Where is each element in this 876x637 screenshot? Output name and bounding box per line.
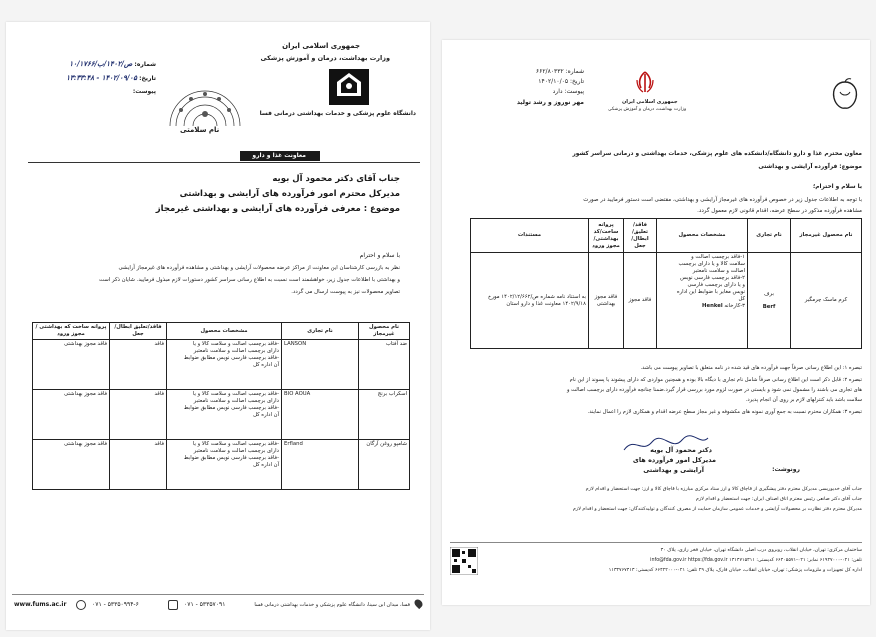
left-addressee-name: جناب آقای دکتر محمود آل بویه (272, 174, 400, 184)
right-year-slogan: مهر نوروز و رشد تولید (516, 99, 584, 106)
left-row1-brand: LANSON (282, 340, 359, 390)
right-row-spec-line-5: و یا دارای برچسب فارسی (687, 282, 745, 288)
left-body-line-2: و بهداشتی با اطلاعات جدول زیر، خواهشمند است نسبت به اطلاع رسانی سراسر کشور دستورات لازم مبذول فرمایید. شایان ذکر است (98, 277, 400, 283)
left-products-table (32, 322, 410, 490)
left-row2-spec-line-3: -فاقد برچسب فارسی نویس مطابق ضوابط (183, 405, 279, 411)
left-ministry-header (250, 36, 420, 146)
right-signer-name: دکتر محمود آل بویه (650, 446, 712, 454)
right-row-brand (748, 253, 791, 349)
left-row1-status: فاقد (110, 340, 167, 390)
left-footer-phone-2: ۰۷۱ - ۵۳۳۵۷۰۹۱ (184, 601, 226, 608)
right-row-spec-line-3: اصالت و سلامت نامعتبر (692, 268, 745, 274)
right-recipient: معاون محترم غذا و دارو دانشگاه/دانشکده های علوم پزشکی، خدمات بهداشتی و درمانی سراسر کشور (572, 151, 862, 157)
right-meta-attachment-label: پیوست: (564, 88, 584, 95)
right-greeting: با سلام و احترام؛ (812, 184, 862, 190)
table-row (33, 440, 410, 490)
right-row-license: فاقد مجوز بهداشتی (589, 253, 624, 349)
right-ministry-name: وزارت بهداشت، درمان و آموزش پزشکی (608, 107, 687, 112)
right-letter-page (442, 40, 870, 605)
left-subject-line: موضوع : معرفی فرآورده های آرایشی و بهداشتی غیرمجاز (155, 204, 400, 214)
right-th-license: پروانه ساخت/کد بهداشتی/مجوز ورود (589, 219, 624, 253)
left-th-license: پروانه ساخت که بهداشتی / مجوز ورود (33, 323, 110, 340)
right-cc-list (450, 486, 862, 526)
right-cc-2: جناب آقای دکتر صانعی رئیس محترم اتاق اصناف ایران: جهت استحضار و اقدام لازم (695, 497, 862, 502)
left-row3-product-name: شامپو روغن آرگان (359, 440, 410, 490)
right-row-spec-line-8 (659, 303, 745, 310)
right-row-spec-factory-label: ۳-کارخانه (724, 303, 745, 309)
left-row2-spec-line-4: آن اداره کل (253, 412, 279, 418)
right-note-2-line-2: های تجاری می باشند را مشمول نمی شود و بایستی در صورت لزوم مورد بررسی قرار گیرد.ضمنا چنانچه فرآورده دارای برچسب اصالت و (567, 387, 862, 393)
right-footer-address: ساختمان مرکزی: تهران، خیابان انقلاب، روبروی درب اصلی دانشگاه تهران، خیابان فخر رازی، پلاک ۳۰ (660, 548, 862, 553)
location-pin-icon (413, 598, 424, 609)
right-ministry-country: جمهوری اسلامی ایران (622, 99, 678, 105)
left-row1-spec (167, 340, 282, 390)
right-row-docs-line-2: ۱۴۰۲/۹/۱۸ معاونت غذا و دارو استان (506, 300, 586, 307)
left-body-line-3: تصاویر محصولات نیز به پیوست ارسال می گردد. (291, 289, 400, 295)
left-body-greeting: با سلام و احترام (359, 252, 400, 259)
left-row1-product-name: ضد آفتاب (359, 340, 410, 390)
right-row-docs-line-1: به استناد نامه شماره ص/۱۴۰۲/۱۲/۶۶۲ مورخ (488, 293, 586, 300)
left-row1-spec-line-1: -فاقد برچسب اصالت و سلامت کالا و یا (192, 341, 279, 347)
left-memory-label: نام سلامتی (180, 126, 220, 134)
right-meta-date-row (538, 78, 584, 86)
right-row-brand-latin: Berf (762, 303, 776, 310)
left-th-status: فاقد/تعلیق ابطال/جعل (110, 323, 167, 340)
right-meta-attachment-row (553, 88, 584, 96)
right-row-spec-line-2: سلامت کالا و یا دارای برچسب (678, 261, 745, 267)
right-notes (450, 364, 862, 428)
left-row2-product-name: اسکراب برنج (359, 390, 410, 440)
left-subdept-badge (240, 151, 320, 161)
right-footer-branch: اداره کل تجهیزات و ملزومات پزشکی: تهران، خیابان انقلاب، خیابان فارک، پلاک ۲۹ تلفن: ۰۲۱-۶۶۴۲۲۰۰۰ کدپستی: ۱۱۳۳۷۶۷۴۱۳ (608, 568, 862, 573)
table-row (471, 253, 862, 349)
right-row-docs (471, 253, 589, 349)
left-row2-spec-line-2: دارای برچسب اصالت و سلامت نامعتبر (193, 398, 279, 404)
right-meta-number-row (536, 68, 584, 76)
right-note-2-line-3: سلامت باشد باید کنترلهای لازم بر روی آن انجام پذیرد. (745, 397, 862, 403)
table-row (33, 390, 410, 440)
left-row3-spec-line-2: دارای برچسب اصالت و سلامت نامعتبر (193, 448, 279, 454)
right-meta-number-label: شماره: (565, 68, 584, 75)
right-row-brand-fa: برف (764, 290, 774, 297)
left-meta-attachment-label: پیوست: (132, 88, 156, 95)
left-meta-number-row (69, 60, 156, 69)
left-ministry-name: وزارت بهداشت، درمان و آموزش پزشکی (260, 54, 390, 62)
left-footer-phone-1: ۰۷۱ - ۵۳۳۵۰۹۹۴-۶ (92, 601, 139, 608)
left-row1-spec-line-2: دارای برچسب اصالت و سلامت نامعتبر (193, 348, 279, 354)
left-meta-attachment-row (133, 88, 156, 96)
left-row2-license: فاقد مجوز بهداشتی (33, 390, 110, 440)
left-row2-spec (167, 390, 282, 440)
right-row-spec-factory-latin: Henkel (702, 303, 723, 309)
rosette-ornament-icon (166, 80, 244, 126)
right-meta-date-value: ۱۴۰۲/۱۰/۰۵ (538, 78, 569, 85)
left-table-header-row (33, 323, 410, 340)
left-meta-number-value: ص/۱۴۰۲/ب/۱۰/۱۷۶۶ (69, 59, 133, 68)
left-row3-spec-line-1: -فاقد برچسب اصالت و سلامت کالا و یا (192, 441, 279, 447)
left-meta-date-value: ۱۴۰۲/۰۹/۰۵ - ۱۳:۳۳:۴۸ (66, 73, 137, 82)
right-row-spec-line-7: کل (738, 296, 745, 302)
right-row-spec-line-1: ۱-فاقد برچسب اصالت و (691, 254, 745, 260)
right-signer-title-2: آرایشی و بهداشتی (643, 466, 704, 474)
left-row3-spec-line-4: آن اداره کل (253, 462, 279, 468)
left-meta-date-row (66, 74, 156, 83)
right-table-header-row (471, 219, 862, 253)
right-cc-3: مدیرکل محترم دفتر نظارت بر محصولات آرایشی و خدمات عمومی سازمان حمایت از مصرف کنندگان و تولیدکنندگان: جهت استحضار و اقدام لازم (572, 507, 862, 512)
left-row3-brand: Erfland (282, 440, 359, 490)
right-signature-block (612, 440, 722, 480)
right-footer (450, 542, 862, 579)
right-th-spec: مشخصات محصول (657, 219, 748, 253)
left-footer (12, 594, 424, 615)
right-th-brand: نام تجاری (748, 219, 791, 253)
left-row1-spec-line-3: -فاقد برچسب فارسی نویس مطابق ضوابط (183, 355, 279, 361)
right-meta-attachment-value: دارد (552, 88, 563, 95)
left-meta-date-label: تاریخ: (139, 75, 156, 82)
iran-emblem-icon (634, 70, 656, 94)
phone-icon (168, 600, 178, 610)
right-th-docs: مستندات (471, 219, 589, 253)
right-signer-title-1: مدیرکل امور فرآورده های (632, 456, 716, 464)
right-row-status: فاقد مجوز (624, 253, 657, 349)
right-meta-number-value: ۶۶۲/۸۰۳۳۲ (535, 68, 564, 75)
right-note-3: تبصره ۳: همکاران محترم نسبت به جمع آوری نمونه های مکشوفه و غیر مجاز سطح عرضه اقدام و همکاری لازم را اعمال نمایند. (587, 409, 862, 415)
left-university-name: دانشگاه علوم پزشکی و خدمات بهداشتی درمانی فسا (259, 110, 416, 117)
right-products-table (470, 218, 862, 349)
right-note-1: تبصره ۱: این اطلاع رسانی صرفاً جهت فرآورده های قید شده در نامه متعلق با تصاویر پیوست می باشد. (640, 365, 862, 371)
left-th-brand: نام تجاری (282, 323, 359, 340)
left-meta-number-label: شماره: (134, 61, 156, 68)
right-row-spec-line-4: ۲-فاقد برچسب فارسی نویس (680, 275, 745, 281)
right-th-product-name: نام محصول غیرمجاز (791, 219, 862, 253)
left-footer-address: فسا، میدان ابن سینا، دانشگاه علوم پزشکی و خدمات بهداشتی درمانی فسا (254, 602, 410, 608)
left-row3-license: فاقد مجوز بهداشتی (33, 440, 110, 490)
right-th-status: فاقد/تعلیق/ ابطال/جعل (624, 219, 657, 253)
left-addressee-title: مدیرکل محترم امور فرآورده های آرایشی و بهداشتی (179, 189, 400, 199)
ministry-apple-logo-icon (828, 78, 862, 112)
right-row-spec-line-6: نویس مغایر با ضوابط این اداره (676, 289, 745, 295)
right-ministry-header (592, 70, 702, 130)
left-row3-spec (167, 440, 282, 490)
university-logo-icon (328, 68, 370, 106)
right-note-2-line-1: تبصره ۲: قابل ذکر است این اطلاع رسانی صرفاً شامل نام تجاری با دیگاه بالا بوده و همچنین مواردی که دارای پیشوند یا پسوند از این نام (569, 377, 862, 383)
left-row1-spec-line-4: آن اداره کل (253, 362, 279, 368)
left-th-spec: مشخصات محصول (167, 323, 282, 340)
left-row1-license: فاقد مجوز بهداشتی (33, 340, 110, 390)
left-th-product-name: نام محصول غیرمجاز (359, 323, 410, 340)
left-row3-status: فاقد (110, 440, 167, 490)
left-row3-spec-line-3: -فاقد برچسب فارسی نویس مطابق ضوابط (183, 455, 279, 461)
right-row-product-name: کرم ماسک چرمگیر (791, 253, 862, 349)
right-meta-date-label: تاریخ: (570, 78, 584, 85)
left-subdept-bar (28, 152, 420, 163)
right-cc-title: رونوشت: (772, 466, 800, 473)
right-row-spec (657, 253, 748, 349)
left-subdept-label: معاونت غذا و دارو (252, 152, 306, 159)
left-footer-website: www.fums.ac.ir (14, 601, 67, 608)
left-row2-brand: BIO AOUA (282, 390, 359, 440)
globe-icon (76, 600, 86, 610)
qr-code-icon (450, 547, 478, 575)
table-row (33, 340, 410, 390)
left-letter-page (6, 22, 430, 630)
left-row2-spec-line-1: -فاقد برچسب اصالت و سلامت کالا و یا (192, 391, 279, 397)
left-ministry-country: جمهوری اسلامی ایران (282, 42, 360, 50)
right-subject-line: موضوع: فرآورده آرایشی و بهداشتی (758, 164, 862, 170)
right-body-line-2: مشاهده فرآورده مذکور در سطح عرضه، اقدام قانونی لازم معمول گردد. (697, 208, 862, 214)
right-footer-contact: تلفن: ۰۲۱-۶۱۹۲۷۰۰۰ نمابر: ۰۲۱-۶۶۴۰۵۵۷۱ کدپستی: ۱۳۱۴۷۱۵۳۱۱ info@fda.gov.ir https://fda.gov.ir (650, 558, 862, 563)
right-body-line-1: با توجه به اطلاعات جدول زیر در خصوص فرآورده های غیرمجاز آرایشی و بهداشتی، مقتضی است دستور فرمایید در صورت (583, 197, 862, 203)
left-body-line-1: نظر به بازرسی کارشناسان این معاونت از مراکز عرضه محصولات آرایشی و بهداشتی و مشاهده فرآورده های غیرمجاز آرایشی (118, 265, 400, 271)
right-cc-1: جناب آقای خدیوریسی مدیرکل محترم دفتر پیشگیری از قاچاق کالا و ارز ستاد مرکزی مبارزه با قاچاق کالا و ارز: جهت استحضار و اقدام لازم (585, 487, 862, 492)
left-row2-status: فاقد (110, 390, 167, 440)
